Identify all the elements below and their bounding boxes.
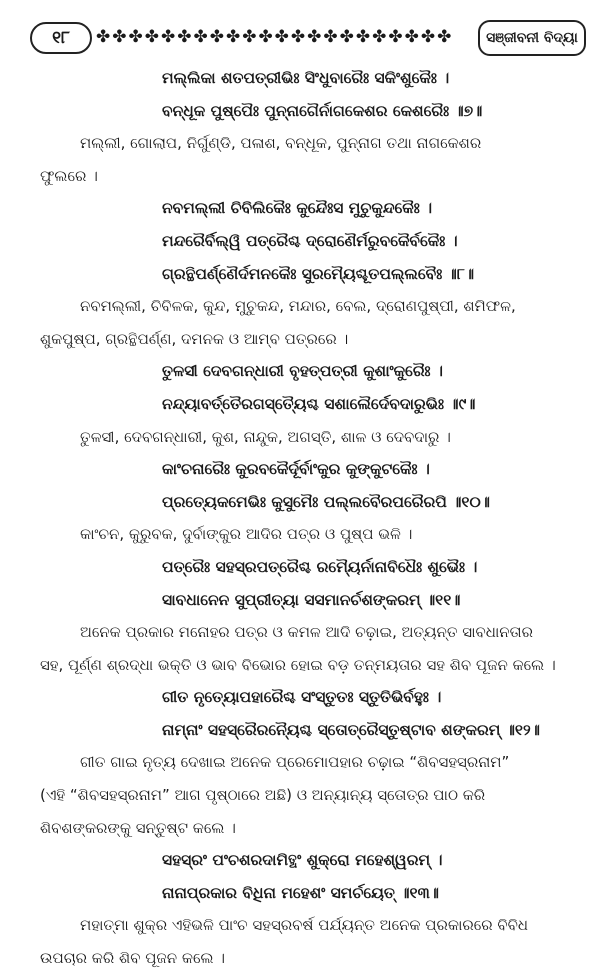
- verse-line: ନାମ୍ନାଂ ସହସ୍ରୈରନ୍ୟୈଶ୍ଚ ସ୍ତୋତ୍ରୈସ୍ତୁଷ୍ଟାବ ଶଙ୍କରମ୍ ॥୧୨॥: [162, 720, 540, 739]
- verse-line: ପତ୍ରୈଃ ସହସ୍ରପତ୍ରୈଶ୍ଚ ରମ୍ୟୈର୍ନାନାବିଧୈଃ ଶୁଭୈଃ ।: [162, 557, 478, 576]
- verse-line: ମନ୍ଦରୈର୍ବିଲ୍ୱି ପତ୍ରୈଶ୍ଚ ଦ୍ରୋଣୈର୍ମରୁବକୈର୍ବକୈଃ ।: [162, 231, 458, 250]
- prose-line: ତୁଳସୀ, ଦେବଗନ୍ଧାରୀ, କୁଶ, ନାନ୍ଦୁକ, ଅଗସ୍ତି, ଶାଳ ଓ ଦେବଦାରୁ ।: [80, 427, 451, 446]
- prose-line: ମଲ୍ଲୀ, ଗୋଲାପ, ନିର୍ଗୁଣ୍ଡି, ପଳାଶ, ବନ୍ଧୂକ, ପୁନ୍ନାଗ ତଥା ନାଗକେଶର: [80, 134, 482, 153]
- page-number: ୧୮: [30, 22, 92, 54]
- prose-line: ଅନେକ ପ୍ରକାର ମନୋହର ପତ୍ର ଓ କମଳ ଆଦି ଚଢ଼ାଇ, ଅତ୍ୟନ୍ତ ସାବଧାନତାର: [80, 623, 533, 642]
- prose-line: ମହାତ୍ମା ଶୁକ୍ର ଏହିଭଳି ପାଂଚ ସହସ୍ରବର୍ଷ ପର୍ଯ୍ୟନ୍ତ ଅନେକ ପ୍ରକାରରେ ବିବିଧ: [80, 916, 529, 935]
- book-title: ସଞ୍ଜୀବନୀ ବିଦ୍ୟା: [478, 20, 586, 56]
- verse-line: ତୁଳସୀ ଦେବଗନ୍ଧାରୀ ବୃହତ୍ପତ୍ରୀ କୁଶାଂକୁରୈଃ ।: [162, 362, 443, 381]
- prose-line: (ଏହି “ଶିବସହସ୍ରନାମ” ଆଗ ପୃଷ୍ଠାରେ ଅଛି) ଓ ଅନ୍ୟାନ୍ୟ ସ୍ତୋତ୍ର ପାଠ କରି: [40, 786, 486, 805]
- prose-line: ଶୁକପୁଷ୍ପ, ଗ୍ରନ୍ଥିପର୍ଣ୍ଣ, ଦମନକ ଓ ଆମ୍ବ ପତ୍ରରେ ।: [40, 329, 349, 348]
- verse-line: ବନ୍ଧୂକ ପୁଷ୍ପୈଃ ପୁନ୍ନାଗୈର୍ନାଗକେଶର କେଶରୈଃ ॥୭॥: [162, 101, 483, 120]
- verse-line: ସହସ୍ରଂ ପଂଚଶରଦାମିତ୍ଥଂ ଶୁକ୍ରୋ ମହେଶ୍ୱରମ୍ ।: [162, 851, 443, 870]
- verse-line: ନାନାପ୍ରକାର ବିଧିନା ମହେଶଂ ସମର୍ଚୟେତ୍ ॥୧୩॥: [162, 883, 439, 902]
- prose-line: ଫୁଲରେ ।: [40, 166, 98, 185]
- prose-line: କାଂଚନ, କୁରୁବକ, ଦୁର୍ବାଙ୍କୁର ଆଦିର ପତ୍ର ଓ ପୁଷ୍ପ ଭଳି ।: [80, 525, 413, 544]
- verse-line: ସାବଧାନେନ ସୁପ୍ରୀତ୍ୟା ସସମାନର୍ଚଶଙ୍କରମ୍ ॥୧୧॥: [162, 590, 461, 609]
- verse-line: ପ୍ରତ୍ୟେକମେଭିଃ କୁସୁମୈଃ ପଲ୍ଲବୈରପରୈରପି ॥୧୦॥: [162, 492, 490, 511]
- page-body: [40, 62, 585, 975]
- prose-line: ଶିବଶଙ୍କରଙ୍କୁ ସନ୍ତୁଷ୍ଟ କଲେ ।: [40, 818, 236, 837]
- page-header: [30, 20, 586, 56]
- ornament-border: ✤✤✤✤✤✤✤✤✤✤✤✤✤✤✤✤✤✤✤✤✤✤: [96, 27, 454, 47]
- prose-line: ନବମଲ୍ଲୀ, ଚିବିଳକ, କୁନ୍ଦ, ମୁଚୁକନ୍ଦ, ମନ୍ଦାର, ବେଲ, ଦ୍ରୋଣପୁଷ୍ପୀ, ଶମିଫଳ,: [80, 297, 516, 316]
- verse-line: ଗ୍ରନ୍ଥିପର୍ଣ୍ଣୈର୍ଦମନକୈଃ ସୁରମ୍ୟୈଶ୍ଚୂତପଲ୍ଲବୈଃ ॥୮॥: [162, 264, 475, 283]
- prose-line: ଗୀତ ଗାଇ ନୃତ୍ୟ ଦେଖାଇ ଅନେକ ପ୍ରେମୋପହାର ଚଢ଼ାଇ “ଶିବସହସ୍ରନାମ”: [80, 753, 510, 772]
- verse-line: ମଲ୍ଲିକା ଶତପତ୍ରୀଭିଃ ସିଂଧୁବାରୈଃ ସକିଂଶୁକୈଃ ।: [162, 69, 450, 87]
- verse-line: କାଂଚନାରୈଃ କୁରବକୈର୍ଦୂର୍ବାଂକୁର କୁଙ୍କୁଟକୈଃ ।: [162, 460, 430, 479]
- verse-line: ନନ୍ଦ୍ୟାବର୍ତ୍ତୈରଗସ୍ତ୍ୟୈଶ୍ଚ ସଶାଲୈର୍ଦେବଦାରୁଭିଃ ॥୯॥: [162, 394, 476, 413]
- verse-line: ଗୀତ ନୃତ୍ୟୋପହାରୈଶ୍ଚ ସଂସ୍ତୁତଃ ସ୍ତୁତିଭିର୍ବହୁଃ ।: [162, 688, 442, 707]
- verse-line: ନବମଲ୍ଲୀ ଚିବିଲିକୈଃ କୁନ୍ଦୈଃସ ମୁଚୁକୁନ୍ଦକୈଃ ।: [162, 199, 433, 218]
- prose-line: ଉପଚାର କରି ଶିବ ପୂଜନ କଲେ ।: [40, 949, 226, 968]
- prose-line: ସହ, ପୂର୍ଣ୍ଣ ଶ୍ରଦ୍ଧା ଭକ୍ତି ଓ ଭାବ ବିଭୋର ହୋଇ ବଡ଼ ତନ୍ମୟତାର ସହ ଶିବ ପୂଜନ କଲେ ।: [40, 655, 556, 674]
